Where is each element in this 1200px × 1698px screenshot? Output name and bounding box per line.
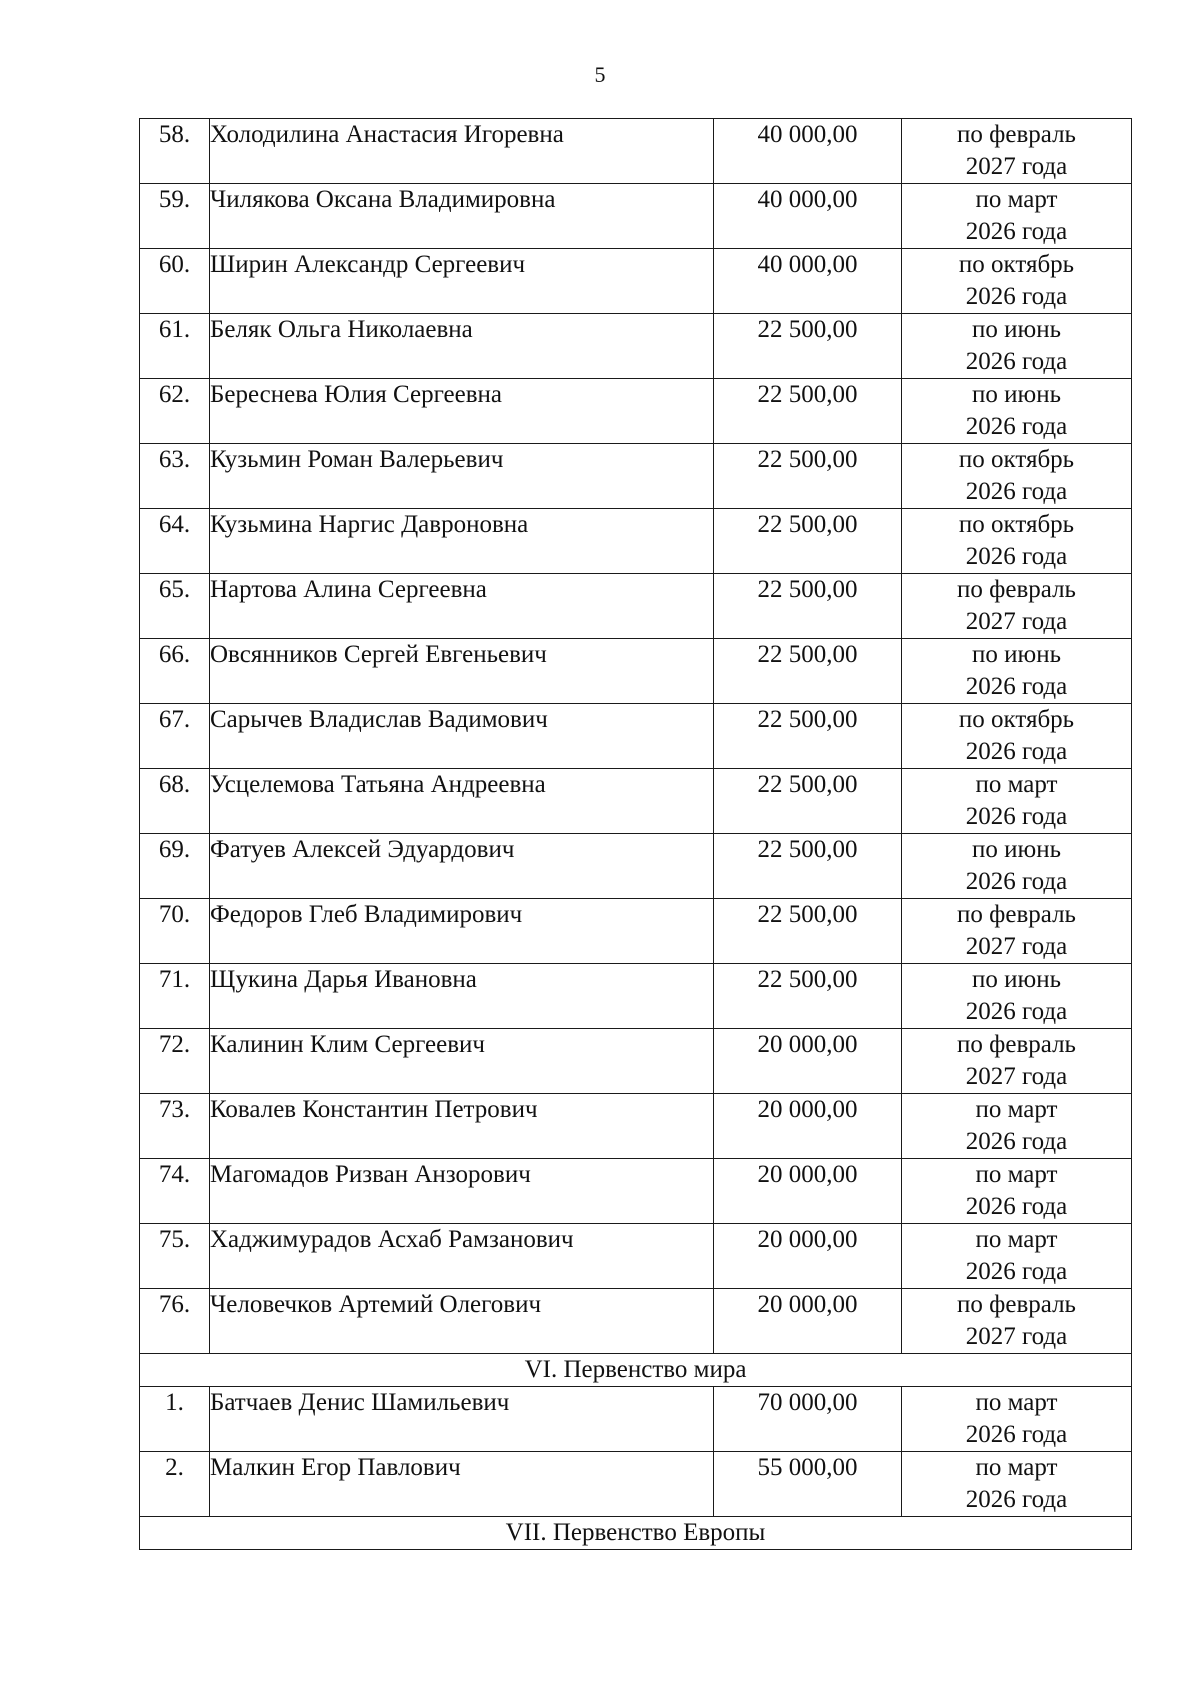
period [902,574,1132,639]
row-number: 74. [140,1159,210,1224]
recipient-name: Ширин Александр Сергеевич [210,249,714,314]
table-row [140,1387,1132,1452]
section-title: VI. Первенство мира [140,1354,1132,1387]
table-row [140,704,1132,769]
recipient-name: Человечков Артемий Олегович [210,1289,714,1354]
period-year: 2026 года [965,218,1068,245]
recipient-name: Федоров Глеб Владимирович [210,899,714,964]
recipient-name: Сарычев Владислав Вадимович [210,704,714,769]
recipient-name: Батчаев Денис Шамильевич [210,1387,714,1452]
period-year: 2026 года [965,1421,1068,1448]
period-month: по март [975,1389,1058,1416]
period [902,1452,1132,1517]
row-number: 69. [140,834,210,899]
recipient-name: Щукина Дарья Ивановна [210,964,714,1029]
period [902,119,1132,184]
period-month: по июнь [972,836,1061,863]
period [902,1224,1132,1289]
amount: 20 000,00 [714,1094,902,1159]
period [902,1387,1132,1452]
period-month: по октябрь [958,251,1075,278]
recipient-name: Береснева Юлия Сергеевна [210,379,714,444]
row-number: 62. [140,379,210,444]
period [902,444,1132,509]
period-month: по октябрь [958,511,1075,538]
period-year: 2027 года [965,1063,1068,1090]
row-number: 71. [140,964,210,1029]
row-number: 72. [140,1029,210,1094]
section-header-europe [140,1517,1132,1550]
recipient-name: Холодилина Анастасия Игоревна [210,119,714,184]
amount: 22 500,00 [714,769,902,834]
payments-table [139,118,1132,1550]
amount: 22 500,00 [714,899,902,964]
recipient-name: Нартова Алина Сергеевна [210,574,714,639]
period-month: по февраль [957,1291,1076,1318]
period-year: 2026 года [965,283,1068,310]
period-month: по июнь [972,966,1061,993]
table-row [140,834,1132,899]
recipient-name: Магомадов Ризван Анзорович [210,1159,714,1224]
period-month: по февраль [957,576,1076,603]
period-month: по февраль [957,121,1076,148]
amount: 22 500,00 [714,639,902,704]
amount: 22 500,00 [714,509,902,574]
recipient-name: Кузьмин Роман Валерьевич [210,444,714,509]
period-month: по март [975,1226,1058,1253]
amount: 20 000,00 [714,1289,902,1354]
table-row [140,639,1132,704]
table-row [140,379,1132,444]
table-row [140,574,1132,639]
row-number: 63. [140,444,210,509]
recipient-name: Малкин Егор Павлович [210,1452,714,1517]
recipient-name: Усцелемова Татьяна Андреевна [210,769,714,834]
amount: 22 500,00 [714,444,902,509]
table-row [140,249,1132,314]
row-number: 65. [140,574,210,639]
table-row [140,444,1132,509]
period-year: 2026 года [965,1193,1068,1220]
row-number: 76. [140,1289,210,1354]
row-number: 73. [140,1094,210,1159]
period [902,704,1132,769]
amount: 22 500,00 [714,704,902,769]
row-number: 2. [140,1452,210,1517]
recipient-name: Чилякова Оксана Владимировна [210,184,714,249]
period [902,899,1132,964]
period-month: по март [975,186,1058,213]
recipient-name: Беляк Ольга Николаевна [210,314,714,379]
period [902,249,1132,314]
period [902,769,1132,834]
period [902,834,1132,899]
row-number: 1. [140,1387,210,1452]
period-month: по февраль [957,901,1076,928]
period-month: по июнь [972,316,1061,343]
row-number: 66. [140,639,210,704]
table-row [140,899,1132,964]
period-year: 2026 года [965,1128,1068,1155]
period [902,1159,1132,1224]
amount: 20 000,00 [714,1029,902,1094]
table-row [140,964,1132,1029]
period [902,379,1132,444]
amount: 55 000,00 [714,1452,902,1517]
period-year: 2027 года [965,153,1068,180]
period [902,184,1132,249]
row-number: 64. [140,509,210,574]
period-year: 2027 года [965,1323,1068,1350]
period-month: по октябрь [958,446,1075,473]
row-number: 61. [140,314,210,379]
table-row [140,769,1132,834]
amount: 70 000,00 [714,1387,902,1452]
period [902,1094,1132,1159]
table-row [140,1029,1132,1094]
recipient-name: Калинин Клим Сергеевич [210,1029,714,1094]
table-row [140,184,1132,249]
table-row [140,1224,1132,1289]
amount: 40 000,00 [714,119,902,184]
section-title: VII. Первенство Европы [140,1517,1132,1550]
period-year: 2026 года [965,868,1068,895]
period-year: 2026 года [965,348,1068,375]
recipient-name: Ковалев Константин Петрович [210,1094,714,1159]
table-row [140,314,1132,379]
table-row [140,1094,1132,1159]
amount: 20 000,00 [714,1224,902,1289]
row-number: 70. [140,899,210,964]
recipient-name: Хаджимурадов Асхаб Рамзанович [210,1224,714,1289]
period-month: по июнь [972,641,1061,668]
table-row [140,1159,1132,1224]
period-year: 2026 года [965,998,1068,1025]
amount: 22 500,00 [714,314,902,379]
table-row [140,1452,1132,1517]
recipient-name: Фатуев Алексей Эдуардович [210,834,714,899]
period [902,1289,1132,1354]
page-number: 5 [594,62,606,87]
amount: 40 000,00 [714,249,902,314]
period-year: 2026 года [965,413,1068,440]
period-month: по март [975,1454,1058,1481]
period-year: 2026 года [965,1258,1068,1285]
amount: 20 000,00 [714,1159,902,1224]
period [902,509,1132,574]
period-year: 2026 года [965,803,1068,830]
recipient-name: Овсянников Сергей Евгеньевич [210,639,714,704]
amount: 22 500,00 [714,964,902,1029]
period-year: 2026 года [965,478,1068,505]
period-year: 2026 года [965,673,1068,700]
period-month: по март [975,1161,1058,1188]
row-number: 59. [140,184,210,249]
amount: 22 500,00 [714,574,902,639]
section-header-world [140,1354,1132,1387]
amount: 22 500,00 [714,379,902,444]
period-month: по март [975,1096,1058,1123]
row-number: 60. [140,249,210,314]
amount: 22 500,00 [714,834,902,899]
period-year: 2027 года [965,933,1068,960]
period [902,964,1132,1029]
row-number: 67. [140,704,210,769]
period-month: по июнь [972,381,1061,408]
period-year: 2026 года [965,543,1068,570]
amount: 40 000,00 [714,184,902,249]
row-number: 75. [140,1224,210,1289]
period-year: 2026 года [965,1486,1068,1513]
recipient-name: Кузьмина Наргис Давроновна [210,509,714,574]
table-row [140,1289,1132,1354]
table-row [140,509,1132,574]
period [902,314,1132,379]
row-number: 68. [140,769,210,834]
period-month: по февраль [957,1031,1076,1058]
table-row [140,119,1132,184]
period-month: по октябрь [958,706,1075,733]
period [902,1029,1132,1094]
row-number: 58. [140,119,210,184]
period-month: по март [975,771,1058,798]
period-year: 2027 года [965,608,1068,635]
period [902,639,1132,704]
period-year: 2026 года [965,738,1068,765]
